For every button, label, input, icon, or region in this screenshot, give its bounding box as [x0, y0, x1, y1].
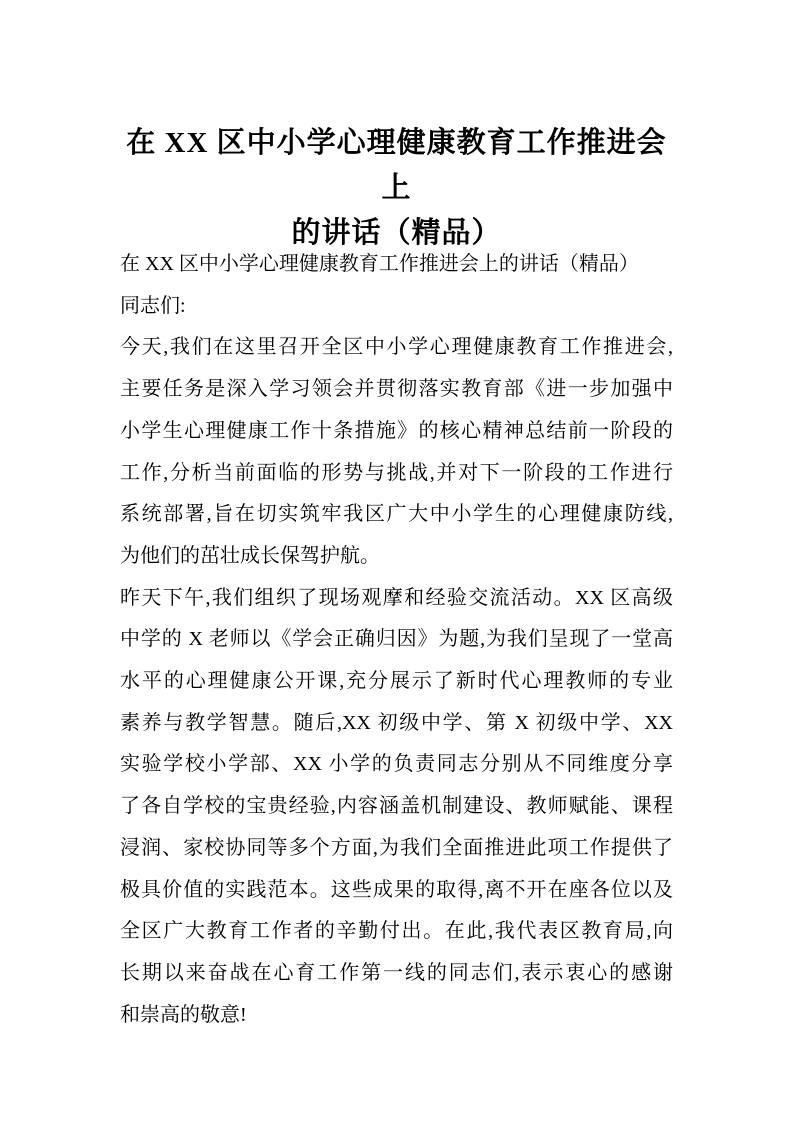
text-line: 今天,我们在这里召开全区中小学心理健康教育工作推进会, [120, 336, 673, 359]
document-title [120, 121, 673, 256]
paragraph-heading-repeat [120, 244, 673, 286]
text-line: 工作,分析当前面临的形势与挑战,并对下一阶段的工作进行 [120, 461, 673, 484]
text-line: 了各自学校的宝贵经验,内容涵盖机制建设、教师赋能、课程 [120, 795, 673, 818]
paragraph-salutation [120, 286, 673, 328]
text-line: 为他们的茁壮成长保驾护航。 [120, 544, 380, 567]
text-line: 系统部署,旨在切实筑牢我区广大中小学生的心理健康防线, [120, 503, 673, 526]
text-line: 长期以来奋战在心育工作第一线的同志们,表示衷心的感谢 [120, 961, 673, 984]
paragraph-opening [120, 327, 673, 577]
text-line: 和崇高的敬意! [120, 1003, 247, 1026]
text-line: 浸润、家校协同等多个方面,为我们全面推进此项工作提供了 [120, 836, 673, 859]
text-line: 全区广大教育工作者的辛勤付出。在此,我代表区教育局,向 [120, 920, 673, 943]
paragraph-activity-review [120, 578, 673, 1037]
document-body [120, 244, 673, 1036]
text-line: 极具价值的实践范本。这些成果的取得,离不开在座各位以及 [120, 878, 673, 901]
text-line: 同志们: [120, 294, 186, 317]
title-line-2: 的讲话（精品） [291, 217, 502, 249]
text-line: 实验学校小学部、XX 小学的负责同志分别从不同维度分享 [120, 753, 673, 776]
title-line-1: 在 XX 区中小学心理健康教育工作推进会上 [126, 127, 667, 204]
text-line: 小学生心理健康工作十条措施》的核心精神总结前一阶段的 [120, 419, 673, 442]
text-line: 素养与教学智慧。随后,XX 初级中学、第 X 初级中学、XX [120, 711, 673, 734]
text-line: 在 XX 区中小学心理健康教育工作推进会上的讲话（精品） [120, 253, 639, 275]
text-line: 主要任务是深入学习领会并贯彻落实教育部《进一步加强中 [120, 378, 673, 401]
text-line: 昨天下午,我们组织了现场观摩和经验交流活动。XX 区高级 [120, 586, 673, 609]
text-line: 水平的心理健康公开课,充分展示了新时代心理教师的专业 [120, 670, 673, 693]
text-line: 中学的 X 老师以《学会正确归因》为题,为我们呈现了一堂高 [120, 628, 673, 651]
